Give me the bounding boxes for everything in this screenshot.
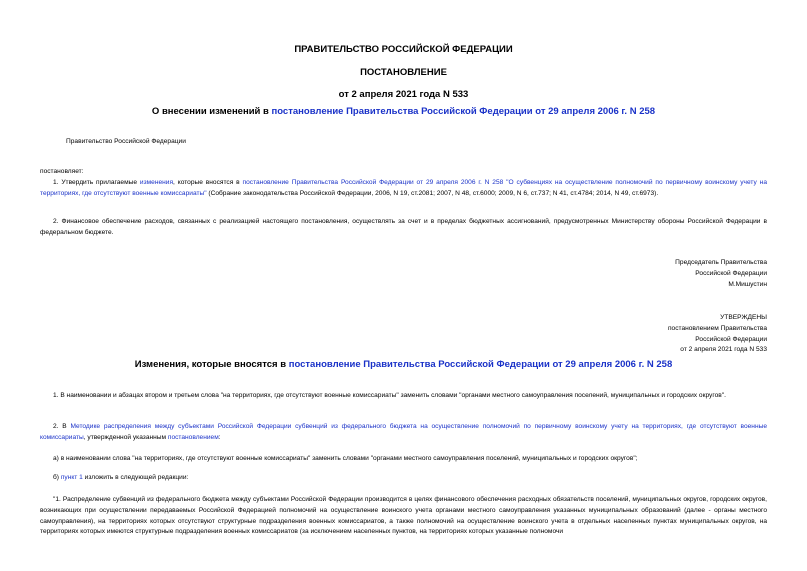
quoted-new-text: "1. Распределение субвенций из федерального бюджета между субъектами Российской Федерации производится в целях финансового обеспечения расходных обязательств поселений, муниципальных округов, городских округов, возникающих при осуществлении передаваемых Российской Федерацией полномочий на осуществление воинского учета органами местного самоуправления указанных муниципальных образований (далее - органы местного самоуправления), на территориях которых отсутствуют структурные подразделения военных комиссариатов, а также полномочий на осуществление воинского учета в отдельных населенных пунктах муниципальных округов, на территориях которых имеются структурные подразделения военных комиссариатов (за исключением населенных пунктов, на территориях которых указанные полномочи <box>40 496 767 536</box>
signature-line-3: М.Мишустин <box>728 280 767 288</box>
government-heading: ПРАВИТЕЛЬСТВО РОССИЙСКОЙ ФЕДЕРАЦИИ <box>294 44 513 55</box>
approval-line-4: от 2 апреля 2021 года N 533 <box>680 346 767 354</box>
document-title-prefix: О внесении изменений в <box>151 106 272 117</box>
resolution-link[interactable]: постановлением <box>167 433 219 441</box>
change-2b-paragraph <box>40 473 767 484</box>
signature-line-2: Российской Федерации <box>695 269 767 277</box>
item-2-paragraph: 2. Финансовое обеспечение расходов, связанных с реализацией настоящего постановления, осуществлять за счет и в пределах бюджетных ассигнований, предусмотренных Министерству обороны Российской Федерации в федеральном бюджете. <box>40 218 767 236</box>
item-1-paragraph <box>40 178 767 200</box>
document-title-link[interactable]: постановление Правительства Российской Федерации от 29 апреля 2006 г. N 258 <box>271 106 656 117</box>
change-2-end: : <box>218 433 221 441</box>
resolution-258-link[interactable]: постановление Правительства Российской Федерации от 29 апреля 2006 г. N 258 "О субвенциях на осуществление полномочий по первичному воинскому учету на территориях, где отсутствуют военные комиссариаты" <box>40 179 767 197</box>
changes-title-prefix: Изменения, которые вносятся в <box>134 359 289 370</box>
approval-line-1: УТВЕРЖДЕНЫ <box>720 314 767 321</box>
change-2-start: 2. В <box>53 423 71 430</box>
item-1-start: 1. Утвердить прилагаемые <box>53 179 140 186</box>
change-2b-start: б) <box>53 474 61 481</box>
signature-block <box>675 258 767 290</box>
methodology-link[interactable]: Методике распределения между субъектами Российской Федерации субвенций из федерального бюджета на осуществление полномочий по первичному воинскому учету на территориях, где отсутствуют военные комиссариаты <box>40 423 767 441</box>
change-1-paragraph: 1. В наименовании и абзацах втором и третьем слова "на территориях, где отсутствуют военные комиссариаты" заменить словами "органами местного самоуправления поселений, муниципальных и городских округов". <box>53 392 726 399</box>
changes-title-link[interactable]: постановление Правительства Российской Федерации от 29 апреля 2006 г. N 258 <box>288 359 673 370</box>
approval-line-2: постановлением Правительства <box>667 324 767 332</box>
item-1-mid: , которые вносятся в <box>173 179 243 186</box>
issuer-text: Правительство Российской Федерации <box>66 138 186 145</box>
change-2-mid: , утвержденной указанным <box>83 433 168 441</box>
changes-link[interactable]: изменения <box>139 179 174 186</box>
approval-block <box>668 313 767 356</box>
document-title <box>40 106 767 117</box>
resolves-text: постановляет: <box>40 168 84 175</box>
changes-title <box>40 359 767 370</box>
signature-line-1: Председатель Правительства <box>675 259 767 266</box>
change-2b-end: изложить в следующей редакции: <box>82 474 189 481</box>
change-2a-paragraph: а) в наименовании слова "на территориях, где отсутствуют военные комиссариаты" заменить словами "органами местного самоуправления поселений, муниципальных и городских округов"; <box>53 455 638 462</box>
document-date-number: от 2 апреля 2021 года N 533 <box>338 89 469 100</box>
change-2-paragraph <box>40 422 767 444</box>
item-1-end: (Собрание законодательства Российской Федерации, 2006, N 19, ст.2081; 2007, N 48, ст.6000; 2009, N 6, ст.737; N 41, ст.4784; 2014, N 49, ст.6973). <box>206 189 659 197</box>
document-type-heading: ПОСТАНОВЛЕНИЕ <box>360 67 447 78</box>
approval-line-3: Российской Федерации <box>695 335 767 343</box>
point-1-link[interactable]: пункт 1 <box>60 474 83 481</box>
